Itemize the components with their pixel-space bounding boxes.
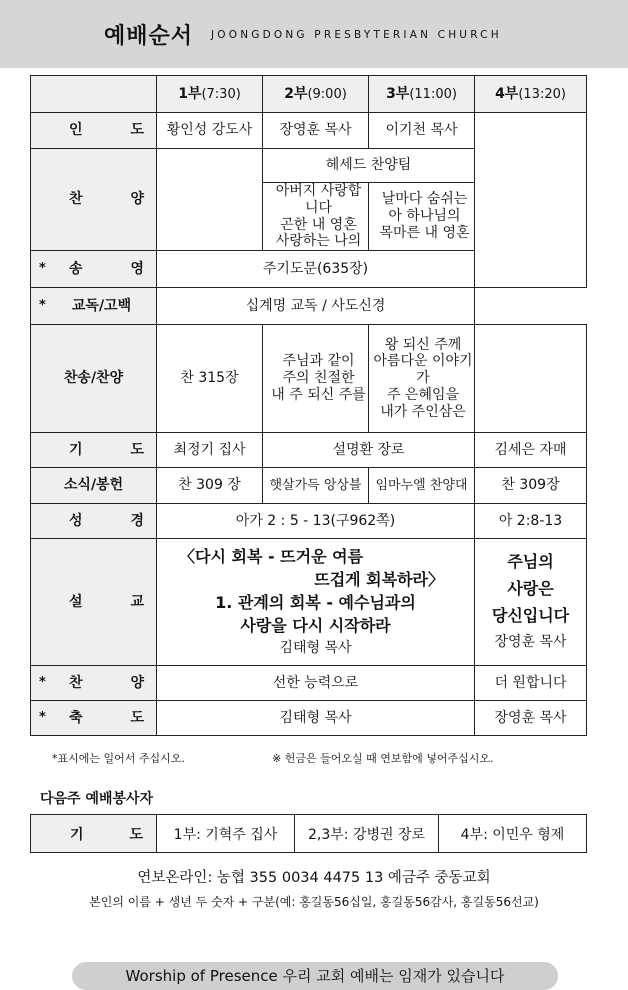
prayer-23: 설명환 장로: [263, 433, 475, 468]
service-4-praise-block: [475, 113, 587, 288]
scripture-label: 성 경: [31, 504, 157, 539]
hymn-1: 찬 315장: [157, 325, 263, 433]
scripture-4: 아 2:8-13: [475, 504, 587, 539]
next-prayer-1: 1부: 기혁주 집사: [157, 815, 295, 853]
leader-row: [31, 113, 587, 149]
next-prayer-23: 2,3부: 강병권 장로: [295, 815, 439, 853]
doxology-label: * 송 영: [31, 251, 157, 288]
header-bar: [0, 0, 628, 68]
sermon-label: 설 교: [31, 539, 157, 666]
offering-1: 찬 309 장: [157, 468, 263, 504]
offering-naming-guide: 본인의 이름 + 생년 두 숫자 + 구분(예: 홍길동56십일, 홍길동56감사, 홍길동56선교): [89, 895, 539, 909]
leader-1: 황인성 강도사: [157, 113, 263, 149]
page-title: 예배순서: [104, 24, 194, 49]
doxology-value: 주기도문(635장): [157, 251, 475, 288]
praise-songs-3: 날마다 숨쉬는 아 하나님의 목마른 내 영혼: [369, 183, 475, 251]
praise-team: 헤세드 찬양팀: [263, 149, 475, 183]
hymn-4-empty: [475, 325, 587, 433]
creed-row: [31, 288, 587, 325]
worship-order-table: [30, 75, 587, 736]
next-week-table: [30, 814, 587, 853]
creed-label: * 교독/고백: [31, 288, 157, 325]
corner-cell: [31, 76, 157, 113]
creed-value: 십계명 교독 / 사도신경: [157, 288, 475, 325]
hymn-songs-3: 왕 되신 주께 아름다운 이야기가 주 은혜임을 내가 주인삼은: [369, 325, 475, 433]
offering-4: 찬 309장: [475, 468, 587, 504]
service-2-header: 2부(9:00): [263, 76, 369, 113]
praise-label: 찬 양: [31, 149, 157, 251]
benediction-value: 김태형 목사: [157, 701, 475, 736]
offering-3: 임마누엘 찬양대: [369, 468, 475, 504]
closing-hymn-row: [31, 666, 587, 701]
service-3-header: 3부(11:00): [369, 76, 475, 113]
benediction-label: * 축 도: [31, 701, 157, 736]
prayer-row: [31, 433, 587, 468]
offering-row: [31, 468, 587, 504]
praise-1-empty: [157, 149, 263, 251]
service-4-header: 4부(13:20): [475, 76, 587, 113]
leader-label: 인 도: [31, 113, 157, 149]
service-header-row: [31, 76, 587, 113]
next-prayer-row: [31, 815, 587, 853]
offering-label: 소식/봉헌: [31, 468, 157, 504]
church-name: JOONGDONG PRESBYTERIAN CHURCH: [211, 29, 502, 41]
next-week-title: 다음주 예배봉사자: [40, 791, 154, 807]
leader-3: 이기천 목사: [369, 113, 475, 149]
prayer-1: 최정기 집사: [157, 433, 263, 468]
hymn-label: 찬송/찬양: [31, 325, 157, 433]
sermon-4: 주님의 사랑은 당신입니다 장영훈 목사: [475, 539, 587, 666]
praise-songs-2: 아버지 사랑합니다 곤한 내 영혼 사랑하는 나의: [263, 183, 369, 251]
benediction-row: [31, 701, 587, 736]
next-prayer-4: 4부: 이민우 형제: [439, 815, 587, 853]
prayer-4: 김세은 자매: [475, 433, 587, 468]
prayer-label: 기 도: [31, 433, 157, 468]
leader-2: 장영훈 목사: [263, 113, 369, 149]
next-prayer-label: 기 도: [31, 815, 157, 853]
sermon-row: [31, 539, 587, 666]
service-1-header: 1부(7:30): [157, 76, 263, 113]
online-offering-account: 연보온라인: 농협 355 0034 4475 13 예금주 중동교회: [137, 870, 491, 886]
benediction-4: 장영훈 목사: [475, 701, 587, 736]
stand-note: *표시에는 일어서 주십시오.: [52, 752, 185, 765]
sermon-title: 〈다시 회복 - 뜨거운 여름 뜨겁게 회복하라〉 1. 관계의 회복 - 예수님과의 사랑을 다시 시작하라 김태형 목사: [157, 539, 475, 666]
closing-hymn-value: 선한 능력으로: [157, 666, 475, 701]
hymn-row: [31, 325, 587, 433]
hymn-songs-2: 주님과 같이 주의 친절한 내 주 되신 주를: [263, 325, 369, 433]
scripture-row: [31, 504, 587, 539]
closing-hymn-4: 더 원합니다: [475, 666, 587, 701]
offering-2: 햇살가득 앙상블: [263, 468, 369, 504]
scripture-value: 아가 2 : 5 - 13(구962쪽): [157, 504, 475, 539]
offering-note: ※ 헌금은 들어오실 때 연보함에 넣어주십시오.: [272, 752, 494, 765]
footer-banner: Worship of Presence 우리 교회 예배는 임재가 있습니다: [72, 962, 558, 990]
closing-hymn-label: * 찬 양: [31, 666, 157, 701]
